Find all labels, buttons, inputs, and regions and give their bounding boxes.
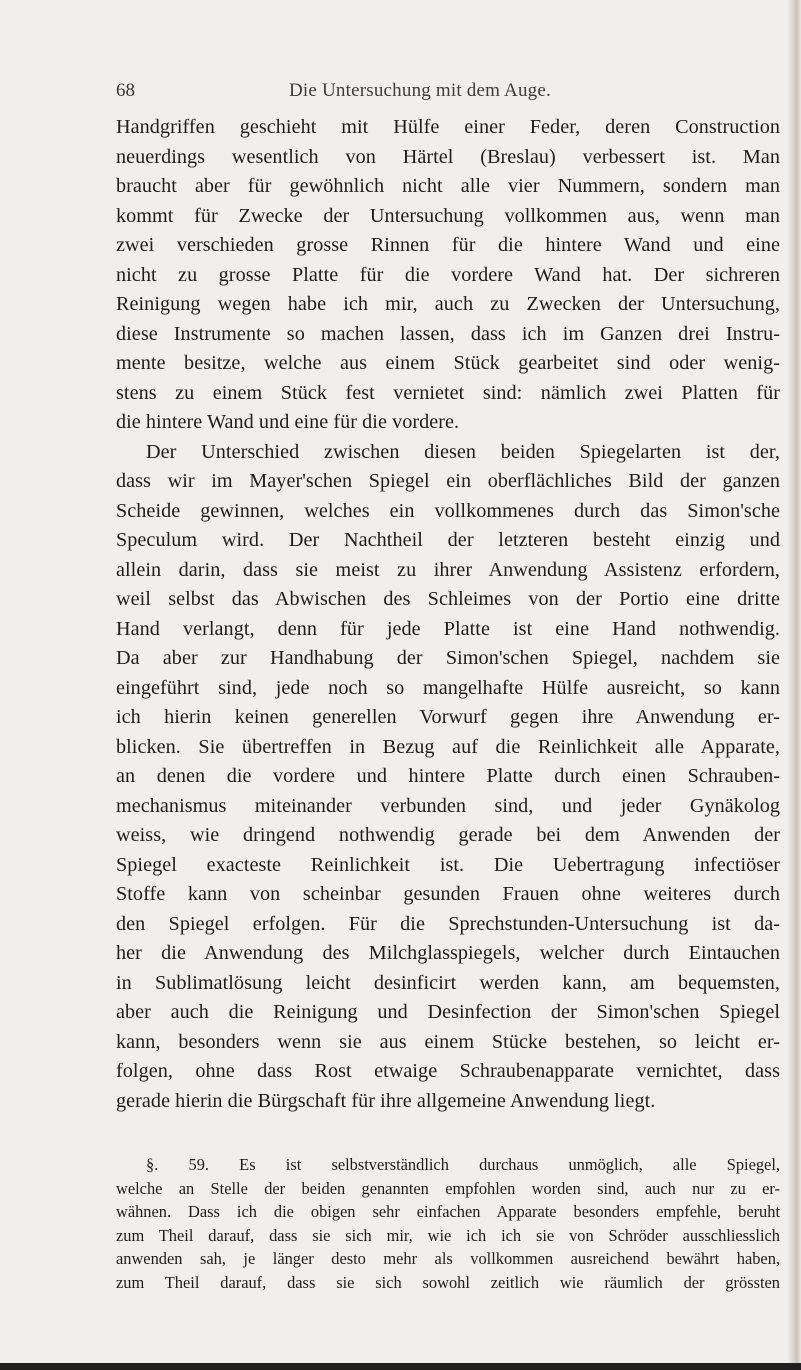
- text-line: weil selbst das Abwischen des Schleimes von der Portio eine dritte: [116, 588, 780, 610]
- text-line: Handgriffen geschieht mit Hülfe einer Feder, deren Construction: [116, 116, 780, 138]
- text-line: folgen, ohne dass Rost etwaige Schraubenapparate vernichtet, dass: [116, 1060, 780, 1082]
- text-line: in Sublimatlösung leicht desinficirt werden kann, am bequemsten,: [116, 971, 780, 994]
- text-line: ich hierin keinen generellen Vorwurf gegen ihre Anwendung er-: [116, 706, 780, 728]
- page-number: 68: [116, 80, 135, 101]
- text-line: diese Instrumente so machen lassen, dass ich im Ganzen drei Instru-: [116, 322, 780, 345]
- text-line: eingeführt sind, jede noch so mangelhafte Hülfe ausreicht, so kann: [116, 676, 780, 699]
- text-line: die hintere Wand und eine für die vordere.: [116, 411, 460, 433]
- scan-bottom-border: [0, 1363, 801, 1370]
- text-line: blicken. Sie übertreffen in Bezug auf die Reinlichkeit alle Apparate,: [116, 735, 780, 758]
- text-line: an denen die vordere und hintere Platte durch einen Schrauben-: [116, 765, 780, 787]
- text-line: Reinigung wegen habe ich mir, auch zu Zwecken der Untersuchung,: [116, 293, 780, 315]
- note-line: zum Theil darauf, dass sie sich mir, wie ich ich sie von Schröder ausschliesslich: [116, 1225, 780, 1245]
- note-line: zum Theil darauf, dass sie sich sowohl zeitlich wie räumlich der grössten: [116, 1272, 780, 1292]
- running-title: Die Untersuchung mit dem Auge.: [289, 80, 551, 101]
- text-line: kommt für Zwecke der Untersuchung vollkommen aus, wenn man: [116, 204, 780, 227]
- text-line: Hand verlangt, denn für jede Platte ist eine Hand nothwendig.: [116, 617, 780, 640]
- text-line: den Spiegel erfolgen. Für die Sprechstunden-Untersuchung ist da-: [116, 912, 780, 935]
- text-line: Speculum wird. Der Nachtheil der letzteren besteht einzig und: [116, 529, 780, 551]
- note-line: §. 59. Es ist selbstverständlich durchaus unmöglich, alle Spiegel,: [146, 1155, 780, 1174]
- text-line: mechanismus miteinander verbunden sind, und jeder Gynäkolog: [116, 794, 780, 817]
- text-line: her die Anwendung des Milchglasspiegels, welcher durch Eintauchen: [116, 942, 780, 964]
- text-line: gerade hierin die Bürgschaft für ihre allgemeine Anwendung liegt.: [116, 1089, 656, 1112]
- page-edge-shadow: [787, 0, 801, 1370]
- text-line: nicht zu grosse Platte für die vordere Wand hat. Der sichreren: [116, 263, 780, 286]
- page-header: [116, 76, 780, 106]
- text-line: Der Unterschied zwischen diesen beiden Spiegelarten ist der,: [146, 440, 780, 463]
- text-line: stens zu einem Stück fest vernietet sind: nämlich zwei Platten für: [116, 381, 780, 404]
- note-line: anwenden sah, je länger desto mehr als vollkommen ausreichend bewährt haben,: [116, 1249, 780, 1269]
- section-note: [116, 1153, 780, 1295]
- text-line: aber auch die Reinigung und Desinfection der Simon'schen Spiegel: [116, 1001, 780, 1023]
- text-line: weiss, wie dringend nothwendig gerade bei dem Anwenden der: [116, 824, 780, 846]
- text-line: allein darin, dass sie meist zu ihrer Anwendung Assistenz erfordern,: [116, 558, 780, 581]
- text-line: kann, besonders wenn sie aus einem Stücke bestehen, so leicht er-: [116, 1030, 780, 1053]
- text-line: mente besitze, welche aus einem Stück gearbeitet sind oder wenig-: [116, 352, 780, 374]
- text-line: Spiegel exacteste Reinlichkeit ist. Die Uebertragung infectiöser: [116, 853, 780, 876]
- text-line: Scheide gewinnen, welches ein vollkommenes durch das Simon'sche: [116, 499, 780, 522]
- text-line: Da aber zur Handhabung der Simon'schen Spiegel, nachdem sie: [116, 647, 780, 669]
- note-line: welche an Stelle der beiden genannten empfohlen worden sind, auch nur zu er-: [116, 1178, 780, 1198]
- text-line: dass wir im Mayer'schen Spiegel ein oberflächliches Bild der ganzen: [116, 470, 780, 492]
- text-line: Stoffe kann von scheinbar gesunden Frauen ohne weiteres durch: [116, 883, 780, 905]
- note-line: wähnen. Dass ich die obigen sehr einfachen Apparate besonders empfehle, beruht: [116, 1202, 780, 1222]
- text-line: braucht aber für gewöhnlich nicht alle vier Nummern, sondern man: [116, 175, 780, 197]
- text-line: neuerdings wesentlich von Härtel (Breslau) verbessert ist. Man: [116, 145, 780, 168]
- text-line: zwei verschieden grosse Rinnen für die hintere Wand und eine: [116, 234, 780, 256]
- body-text: [116, 113, 780, 1116]
